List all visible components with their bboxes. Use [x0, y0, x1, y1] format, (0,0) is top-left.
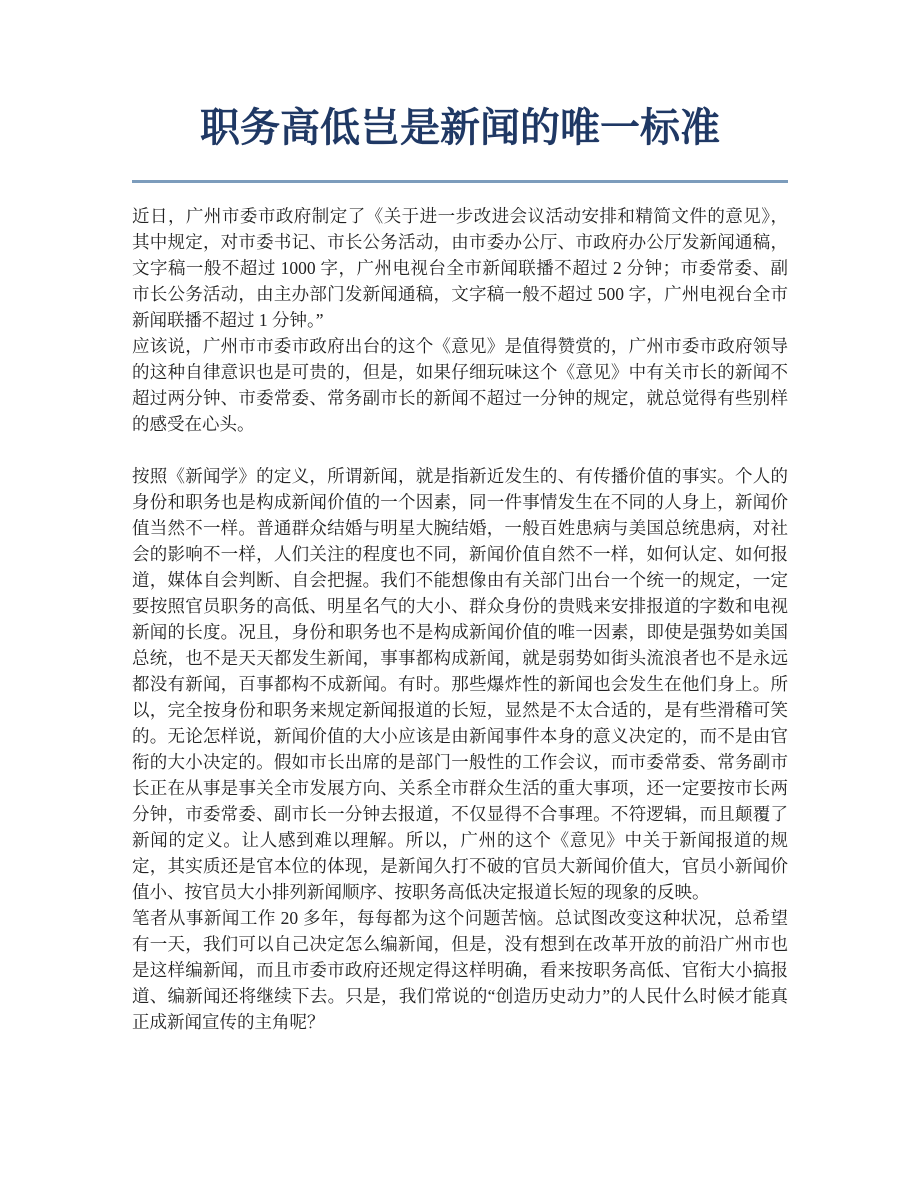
article-paragraph: 近日，广州市委市政府制定了《关于进一步改进会议活动安排和精简文件的意见》，其中规定，对市委书记、市长公务活动，由市委办公厅、市政府办公厅发新闻通稿，文字稿一般不超过 1000 字，广州电视台全市新闻联播不超过 2 分钟；市委常委、副市长公务活动，由主办部门发新闻通稿，文字稿一般不超过 500 字，广州电视台全市新闻联播不超过 1 分钟。” [132, 206, 788, 330]
title-underline-rule [132, 180, 788, 183]
article-paragraph: 笔者从事新闻工作 20 多年，每每都为这个问题苦恼。总试图改变这种状况，总希望有一天，我们可以自己决定怎么编新闻，但是，没有想到在改革开放的前沿广州市也是这样编新闻，而且市委市政府还规定得这样明确，看来按职务高低、官衔大小搞报道、编新闻还将继续下去。只是，我们常说的“创造历史动力”的人民什么时候才能真正成新闻宣传的主角呢？ [132, 908, 788, 1032]
article-paragraph: 应该说，广州市市委市政府出台的这个《意见》是值得赞赏的，广州市委市政府领导的这种自律意识也是可贵的，但是，如果仔细玩味这个《意见》中有关市长的新闻不超过两分钟、市委常委、常务副市长的新闻不超过一分钟的规定，就总觉得有些别样的感受在心头。 [132, 336, 788, 434]
paragraph-spacer [132, 437, 788, 463]
article-body [132, 203, 788, 1035]
article-title: 职务高低岂是新闻的唯一标准 [200, 106, 720, 150]
article-paragraph: 按照《新闻学》的定义，所谓新闻，就是指新近发生的、有传播价值的事实。个人的身份和职务也是构成新闻价值的一个因素，同一件事情发生在不同的人身上，新闻价值当然不一样。普通群众结婚与明星大腕结婚，一般百姓患病与美国总统患病，对社会的影响不一样，人们关注的程度也不同，新闻价值自然不一样，如何认定、如何报道，媒体自会判断、自会把握。我们不能想像由有关部门出台一个统一的规定，一定要按照官员职务的高低、明星名气的大小、群众身份的贵贱来安排报道的字数和电视新闻的长度。况且，身份和职务也不是构成新闻价值的唯一因素，即使是强势如美国总统，也不是天天都发生新闻，事事都构成新闻，就是弱势如街头流浪者也不是永远都没有新闻，百事都构不成新闻。有时。那些爆炸性的新闻也会发生在他们身上。所以，完全按身份和职务来规定新闻报道的长短，显然是不太合适的，是有些滑稽可笑的。无论怎样说，新闻价值的大小应该是由新闻事件本身的意义决定的，而不是由官衔的大小决定的。假如市长出席的是部门一般性的工作会议，而市委常委、常务副市长正在从事是事关全市发展方向、关系全市群众生活的重大事项，还一定要按市长两分钟，市委常委、副市长一分钟去报道，不仅显得不合事理。不符逻辑，而且颠覆了新闻的定义。让人感到难以理解。所以，广州的这个《意见》中关于新闻报道的规定，其实质还是官本位的体现，是新闻久打不破的官员大新闻价值大，官员小新闻价值小、按官员大小排列新闻顺序、按职务高低决定报道长短的现象的反映。 [132, 466, 788, 902]
